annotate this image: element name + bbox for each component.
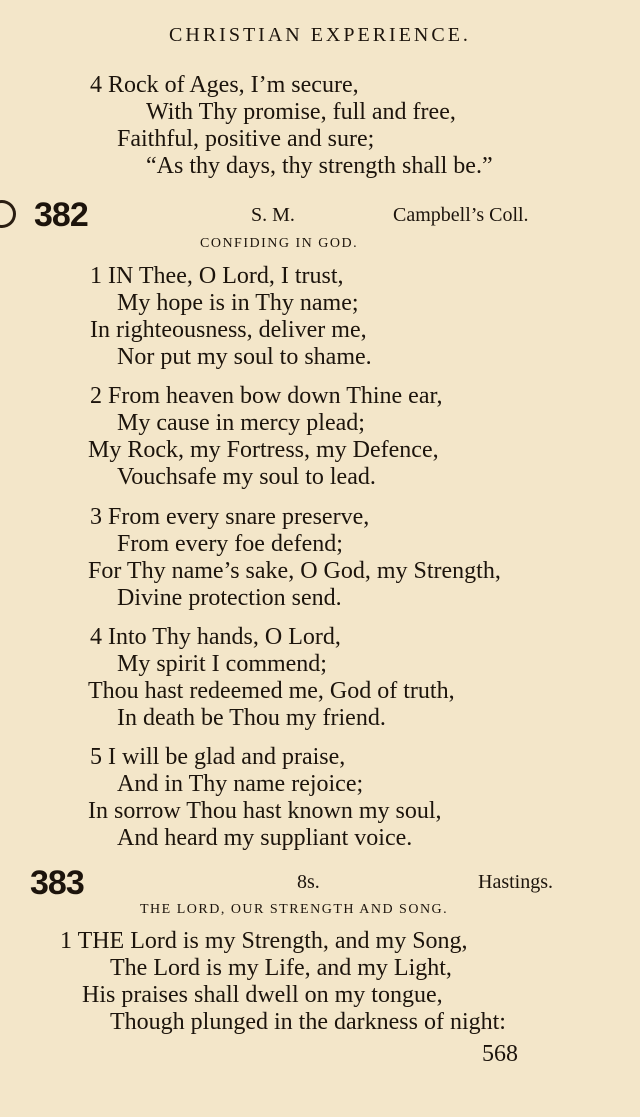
running-head: CHRISTIAN EXPERIENCE. xyxy=(169,24,471,46)
hymn-tune: Campbell’s Coll. xyxy=(393,204,529,226)
verse-line: In death be Thou my friend. xyxy=(117,705,386,731)
verse-line: Vouchsafe my soul to lead. xyxy=(117,464,376,490)
hymn-number: 382 xyxy=(34,196,88,234)
hymn-number: 383 xyxy=(30,864,84,902)
verse-line: Divine protection send. xyxy=(117,585,342,611)
verse-line: From every foe defend; xyxy=(117,531,343,557)
margin-mark-icon xyxy=(0,200,16,228)
hymn-topic: CONFIDING IN GOD. xyxy=(200,236,359,251)
verse-line: And heard my suppliant voice. xyxy=(117,825,413,851)
prev-stanza-line: 4 Rock of Ages, I’m secure, xyxy=(90,72,359,98)
verse-line: My spirit I commend; xyxy=(117,651,327,677)
verse-line: And in Thy name rejoice; xyxy=(117,771,364,797)
verse-line: In sorrow Thou hast known my soul, xyxy=(88,798,442,824)
verse-line: 3 From every snare preserve, xyxy=(90,504,370,530)
verse-line: The Lord is my Life, and my Light, xyxy=(110,955,452,981)
verse-line: 4 Into Thy hands, O Lord, xyxy=(90,624,341,650)
verse-line: My hope is in Thy name; xyxy=(117,290,359,316)
verse-line: Nor put my soul to shame. xyxy=(117,344,372,370)
prev-stanza-line: With Thy promise, full and free, xyxy=(146,99,456,125)
verse-line: My cause in mercy plead; xyxy=(117,410,365,436)
prev-stanza-line: Faithful, positive and sure; xyxy=(117,126,375,152)
page-number: 568 xyxy=(482,1041,518,1067)
hymn-meter: S. M. xyxy=(251,204,295,226)
verse-line: My Rock, my Fortress, my Defence, xyxy=(88,437,439,463)
verse-line: In righteousness, deliver me, xyxy=(90,317,367,343)
verse-line: His praises shall dwell on my tongue, xyxy=(82,982,443,1008)
verse-line: 2 From heaven bow down Thine ear, xyxy=(90,383,443,409)
hymn-tune: Hastings. xyxy=(478,871,553,893)
verse-line: 5 I will be glad and praise, xyxy=(90,744,346,770)
hymn-topic: THE LORD, OUR STRENGTH AND SONG. xyxy=(140,902,449,917)
verse-line: Though plunged in the darkness of night: xyxy=(110,1009,506,1035)
verse-line: 1 THE Lord is my Strength, and my Song, xyxy=(60,928,468,954)
verse-line: Thou hast redeemed me, God of truth, xyxy=(88,678,455,704)
verse-line: For Thy name’s sake, O God, my Strength, xyxy=(88,558,501,584)
hymn-meter: 8s. xyxy=(297,871,320,893)
prev-stanza-line: “As thy days, thy strength shall be.” xyxy=(146,153,493,179)
verse-line: 1 IN Thee, O Lord, I trust, xyxy=(90,263,344,289)
